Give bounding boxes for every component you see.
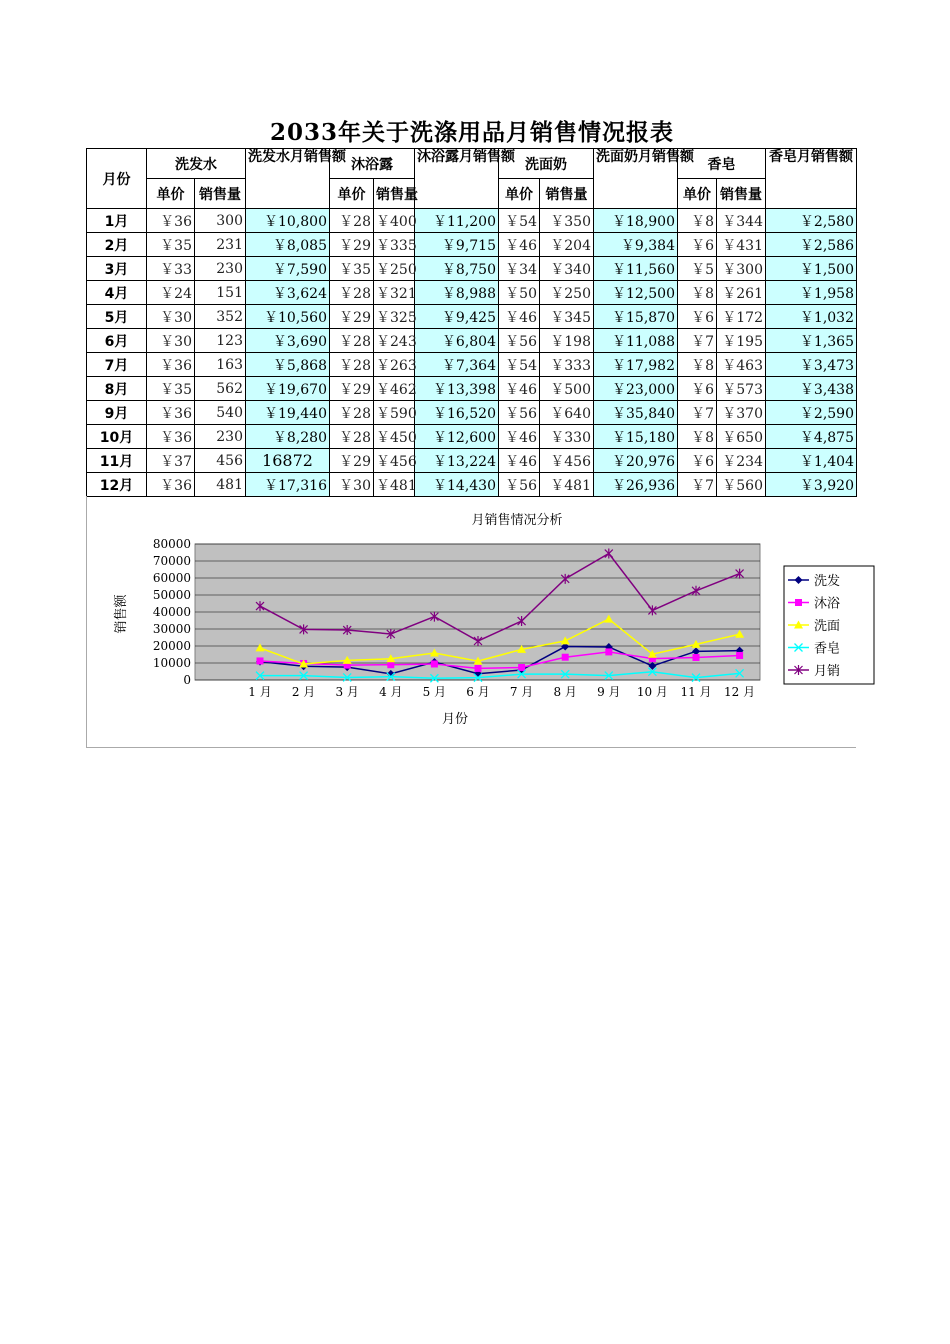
amount-cell: ￥9,715 <box>415 233 499 257</box>
x-tick-label: 12 月 <box>724 685 756 699</box>
amount-cell: ￥35,840 <box>594 401 678 425</box>
amount-cell: ￥17,982 <box>594 353 678 377</box>
value-cell: ￥8 <box>678 281 717 305</box>
value-cell: ￥36 <box>147 353 195 377</box>
y-tick-label: 0 <box>183 673 191 687</box>
value-cell: ￥250 <box>540 281 594 305</box>
amount-cell: ￥7,364 <box>415 353 499 377</box>
amount-cell: ￥13,224 <box>415 449 499 473</box>
data-point <box>605 648 612 655</box>
value-cell: 352 <box>195 305 246 329</box>
value-cell: ￥7 <box>678 401 717 425</box>
value-cell: ￥340 <box>540 257 594 281</box>
y-tick-label: 70000 <box>152 554 191 568</box>
x-axis-label: 月份 <box>441 712 469 727</box>
value-cell: ￥456 <box>540 449 594 473</box>
amount-cell: ￥4,875 <box>766 425 857 449</box>
amount-cell: ￥9,425 <box>415 305 499 329</box>
month-cell: 1月 <box>87 209 147 233</box>
value-cell: ￥234 <box>717 449 766 473</box>
value-cell: ￥37 <box>147 449 195 473</box>
amount-cell: ￥6,804 <box>415 329 499 353</box>
amount-cell: ￥10,560 <box>246 305 330 329</box>
amount-cell: ￥14,430 <box>415 473 499 497</box>
legend-label: 沐浴 <box>814 596 841 612</box>
amount-cell: ￥2,586 <box>766 233 857 257</box>
value-cell: ￥29 <box>330 233 374 257</box>
x-tick-label: 9 月 <box>597 685 621 699</box>
value-cell: ￥34 <box>499 257 540 281</box>
month-cell: 11月 <box>87 449 147 473</box>
data-point <box>518 664 525 671</box>
value-cell: ￥195 <box>717 329 766 353</box>
amount-cell: ￥8,750 <box>415 257 499 281</box>
amount-cell: ￥19,440 <box>246 401 330 425</box>
value-cell: ￥8 <box>678 353 717 377</box>
x-tick-label: 1 月 <box>248 685 272 699</box>
amount-cell: ￥8,988 <box>415 281 499 305</box>
header-cleanser: 洗面奶 <box>499 149 594 179</box>
value-cell: ￥30 <box>147 329 195 353</box>
header-bodywash-amount: 沐浴露月销售额 <box>415 149 499 209</box>
value-cell: ￥640 <box>540 401 594 425</box>
value-cell: ￥345 <box>540 305 594 329</box>
amount-cell: ￥8,085 <box>246 233 330 257</box>
header-quantity: 销售量 <box>195 179 246 209</box>
value-cell: 540 <box>195 401 246 425</box>
value-cell: ￥463 <box>717 353 766 377</box>
amount-cell: ￥3,473 <box>766 353 857 377</box>
amount-cell: ￥3,624 <box>246 281 330 305</box>
value-cell: ￥198 <box>540 329 594 353</box>
y-tick-label: 80000 <box>152 537 191 551</box>
report-title: 2033年关于洗涤用品月销售情况报表 <box>269 119 674 146</box>
x-tick-label: 3 月 <box>335 685 359 699</box>
value-cell: ￥36 <box>147 425 195 449</box>
amount-cell: ￥1,958 <box>766 281 857 305</box>
value-cell: ￥5 <box>678 257 717 281</box>
value-cell: 456 <box>195 449 246 473</box>
value-cell: 300 <box>195 209 246 233</box>
amount-cell: ￥11,200 <box>415 209 499 233</box>
amount-cell: ￥1,404 <box>766 449 857 473</box>
amount-cell: ￥12,500 <box>594 281 678 305</box>
value-cell: 230 <box>195 425 246 449</box>
data-point <box>431 660 438 667</box>
value-cell: ￥29 <box>330 377 374 401</box>
month-cell: 9月 <box>87 401 147 425</box>
value-cell: ￥263 <box>374 353 415 377</box>
value-cell: ￥330 <box>540 425 594 449</box>
value-cell: ￥29 <box>330 305 374 329</box>
value-cell: ￥54 <box>499 353 540 377</box>
chart-legend <box>784 566 874 684</box>
table-row <box>87 305 857 329</box>
month-cell: 7月 <box>87 353 147 377</box>
y-tick-label: 30000 <box>152 622 191 636</box>
value-cell: ￥456 <box>374 449 415 473</box>
value-cell: ￥8 <box>678 425 717 449</box>
value-cell: ￥35 <box>147 377 195 401</box>
value-cell: 163 <box>195 353 246 377</box>
amount-cell: ￥10,800 <box>246 209 330 233</box>
month-cell: 10月 <box>87 425 147 449</box>
header-soap: 香皂 <box>678 149 766 179</box>
legend-label: 香皂 <box>814 641 841 657</box>
amount-cell: ￥8,280 <box>246 425 330 449</box>
header-unit-price: 单价 <box>678 179 717 209</box>
value-cell: ￥28 <box>330 425 374 449</box>
amount-cell: ￥15,870 <box>594 305 678 329</box>
value-cell: ￥333 <box>540 353 594 377</box>
legend-label: 月销 <box>814 664 841 679</box>
value-cell: ￥590 <box>374 401 415 425</box>
amount-cell: ￥16,520 <box>415 401 499 425</box>
value-cell: ￥204 <box>540 233 594 257</box>
amount-cell: ￥7,590 <box>246 257 330 281</box>
sales-table <box>86 148 857 497</box>
header-month: 月份 <box>87 149 147 209</box>
amount-cell: ￥12,600 <box>415 425 499 449</box>
amount-cell: ￥23,000 <box>594 377 678 401</box>
value-cell: ￥33 <box>147 257 195 281</box>
value-cell: ￥400 <box>374 209 415 233</box>
amount-cell: ￥11,560 <box>594 257 678 281</box>
legend-label: 洗发 <box>814 574 841 589</box>
value-cell: 123 <box>195 329 246 353</box>
value-cell: ￥370 <box>717 401 766 425</box>
amount-cell: ￥5,868 <box>246 353 330 377</box>
data-point <box>693 654 700 661</box>
value-cell: ￥7 <box>678 473 717 497</box>
value-cell: ￥46 <box>499 233 540 257</box>
value-cell: ￥462 <box>374 377 415 401</box>
month-cell: 3月 <box>87 257 147 281</box>
month-cell: 2月 <box>87 233 147 257</box>
header-cleanser-amount: 洗面奶月销售额 <box>594 149 678 209</box>
x-tick-label: 2 月 <box>291 685 316 699</box>
value-cell: ￥28 <box>330 401 374 425</box>
value-cell: ￥28 <box>330 353 374 377</box>
month-cell: 4月 <box>87 281 147 305</box>
amount-cell: ￥2,580 <box>766 209 857 233</box>
table-row <box>87 449 857 473</box>
header-quantity: 销售量 <box>540 179 594 209</box>
value-cell: ￥321 <box>374 281 415 305</box>
amount-cell: ￥3,920 <box>766 473 857 497</box>
value-cell: ￥344 <box>717 209 766 233</box>
header-quantity: 销售量 <box>717 179 766 209</box>
value-cell: ￥450 <box>374 425 415 449</box>
sales-line-chart <box>87 496 857 748</box>
x-tick-label: 4 月 <box>379 685 403 699</box>
header-unit-price: 单价 <box>330 179 374 209</box>
value-cell: ￥6 <box>678 377 717 401</box>
value-cell: ￥261 <box>717 281 766 305</box>
value-cell: ￥650 <box>717 425 766 449</box>
amount-cell: ￥3,438 <box>766 377 857 401</box>
table-row <box>87 377 857 401</box>
header-shampoo: 洗发水 <box>147 149 246 179</box>
value-cell: ￥28 <box>330 209 374 233</box>
header-unit-price: 单价 <box>499 179 540 209</box>
data-point <box>562 654 569 661</box>
amount-cell: ￥13,398 <box>415 377 499 401</box>
header-soap-amount: 香皂月销售额 <box>766 149 857 209</box>
value-cell: ￥46 <box>499 425 540 449</box>
value-cell: ￥36 <box>147 473 195 497</box>
month-cell: 8月 <box>87 377 147 401</box>
value-cell: ￥46 <box>499 449 540 473</box>
value-cell: ￥6 <box>678 233 717 257</box>
month-cell: 6月 <box>87 329 147 353</box>
x-tick-label: 5 月 <box>422 685 447 699</box>
value-cell: 231 <box>195 233 246 257</box>
value-cell: ￥56 <box>499 401 540 425</box>
value-cell: ￥35 <box>330 257 374 281</box>
value-cell: ￥172 <box>717 305 766 329</box>
amount-cell: ￥11,088 <box>594 329 678 353</box>
y-tick-label: 50000 <box>152 588 191 602</box>
value-cell: ￥335 <box>374 233 415 257</box>
value-cell: ￥28 <box>330 329 374 353</box>
value-cell: ￥30 <box>330 473 374 497</box>
header-quantity: 销售量 <box>374 179 415 209</box>
header-unit-price: 单价 <box>147 179 195 209</box>
y-tick-label: 60000 <box>152 571 191 585</box>
value-cell: ￥30 <box>147 305 195 329</box>
data-point <box>736 652 743 659</box>
x-tick-label: 8 月 <box>553 685 577 699</box>
y-tick-label: 20000 <box>152 639 191 653</box>
amount-cell: ￥1,032 <box>766 305 857 329</box>
value-cell: 230 <box>195 257 246 281</box>
value-cell: ￥36 <box>147 209 195 233</box>
value-cell: ￥573 <box>717 377 766 401</box>
value-cell: ￥46 <box>499 305 540 329</box>
y-tick-label: 40000 <box>152 605 191 619</box>
amount-cell: ￥20,976 <box>594 449 678 473</box>
amount-cell: ￥18,900 <box>594 209 678 233</box>
month-cell: 5月 <box>87 305 147 329</box>
value-cell: ￥29 <box>330 449 374 473</box>
data-point <box>257 657 264 664</box>
value-cell: 151 <box>195 281 246 305</box>
value-cell: 481 <box>195 473 246 497</box>
header-bodywash: 沐浴露 <box>330 149 415 179</box>
amount-cell: 16872 <box>246 449 330 473</box>
value-cell: ￥35 <box>147 233 195 257</box>
table-row <box>87 425 857 449</box>
table-row <box>87 401 857 425</box>
y-axis-label: 销售额 <box>114 594 129 634</box>
value-cell: ￥325 <box>374 305 415 329</box>
value-cell: ￥54 <box>499 209 540 233</box>
x-tick-label: 10 月 <box>636 685 668 699</box>
data-point <box>475 665 482 672</box>
value-cell: ￥560 <box>717 473 766 497</box>
header-shampoo-amount: 洗发水月销售额 <box>246 149 330 209</box>
amount-cell: ￥15,180 <box>594 425 678 449</box>
value-cell: ￥481 <box>540 473 594 497</box>
value-cell: ￥243 <box>374 329 415 353</box>
value-cell: ￥6 <box>678 305 717 329</box>
amount-cell: ￥26,936 <box>594 473 678 497</box>
value-cell: ￥350 <box>540 209 594 233</box>
month-cell: 12月 <box>87 473 147 497</box>
value-cell: ￥300 <box>717 257 766 281</box>
table-row <box>87 473 857 497</box>
table-row <box>87 353 857 377</box>
amount-cell: ￥9,384 <box>594 233 678 257</box>
amount-cell: ￥1,365 <box>766 329 857 353</box>
table-row <box>87 209 857 233</box>
table-row <box>87 257 857 281</box>
value-cell: ￥7 <box>678 329 717 353</box>
x-tick-label: 11 月 <box>680 685 712 699</box>
table-row <box>87 281 857 305</box>
chart-title: 月销售情况分析 <box>471 513 563 528</box>
amount-cell: ￥19,670 <box>246 377 330 401</box>
table-row <box>87 329 857 353</box>
amount-cell: ￥17,316 <box>246 473 330 497</box>
value-cell: ￥250 <box>374 257 415 281</box>
value-cell: ￥50 <box>499 281 540 305</box>
x-tick-label: 6 月 <box>466 685 490 699</box>
value-cell: ￥6 <box>678 449 717 473</box>
value-cell: 562 <box>195 377 246 401</box>
sales-chart-area <box>86 496 856 748</box>
table-row <box>87 233 857 257</box>
y-tick-label: 10000 <box>152 656 191 670</box>
value-cell: ￥500 <box>540 377 594 401</box>
value-cell: ￥481 <box>374 473 415 497</box>
value-cell: ￥431 <box>717 233 766 257</box>
value-cell: ￥36 <box>147 401 195 425</box>
amount-cell: ￥2,590 <box>766 401 857 425</box>
x-tick-label: 7 月 <box>509 685 534 699</box>
value-cell: ￥56 <box>499 329 540 353</box>
data-point <box>795 599 802 606</box>
value-cell: ￥8 <box>678 209 717 233</box>
legend-label: 洗面 <box>814 619 841 634</box>
value-cell: ￥46 <box>499 377 540 401</box>
value-cell: ￥24 <box>147 281 195 305</box>
value-cell: ￥28 <box>330 281 374 305</box>
data-point <box>387 661 394 668</box>
value-cell: ￥56 <box>499 473 540 497</box>
amount-cell: ￥3,690 <box>246 329 330 353</box>
amount-cell: ￥1,500 <box>766 257 857 281</box>
